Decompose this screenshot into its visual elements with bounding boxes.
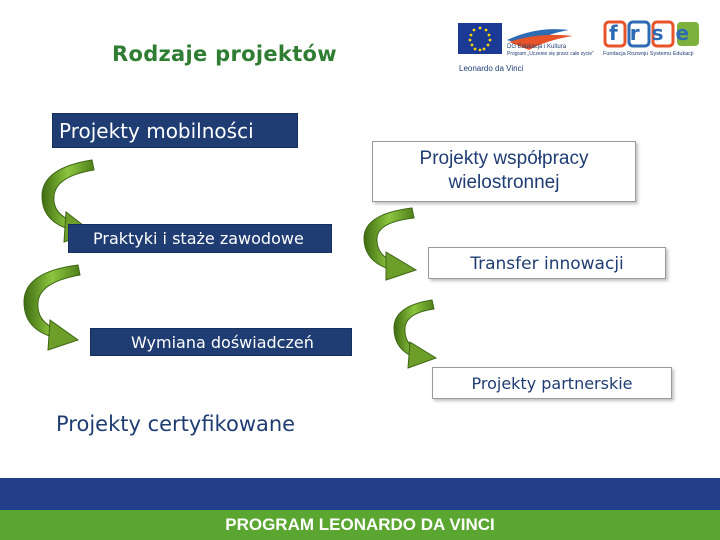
box-experience-exchange: Wymiana doświadczeń xyxy=(90,328,352,356)
frse-text: frse xyxy=(609,21,702,45)
eu-logo-line1: DG Edukacja i Kultura xyxy=(507,44,567,50)
box-multilateral-cooperation: Projekty współpracy wielostronnej xyxy=(372,141,636,202)
curved-arrow-icon xyxy=(394,300,436,368)
curved-arrow-icon xyxy=(24,265,80,350)
box-internships: Praktyki i staże zawodowe xyxy=(68,224,332,253)
box-innovation-transfer: Transfer innowacji xyxy=(428,247,666,279)
eu-logo-line3: Leonardo da Vinci xyxy=(459,64,524,73)
curved-arrow-icon xyxy=(364,208,416,280)
frse-caption: Fundacja Rozwoju Systemu Edukacji xyxy=(603,51,694,57)
footer-program-label: PROGRAM LEONARDO DA VINCI xyxy=(225,515,495,534)
eu-logo-line2: Program „Uczenie się przez całe życie” xyxy=(507,51,594,57)
footer-blue-band xyxy=(0,478,720,510)
box-partnership-projects: Projekty partnerskie xyxy=(432,367,672,399)
page-title: Rodzaje projektów xyxy=(112,42,337,66)
box-mobility-projects: Projekty mobilności xyxy=(52,113,298,148)
label-certified-projects: Projekty certyfikowane xyxy=(56,412,296,436)
